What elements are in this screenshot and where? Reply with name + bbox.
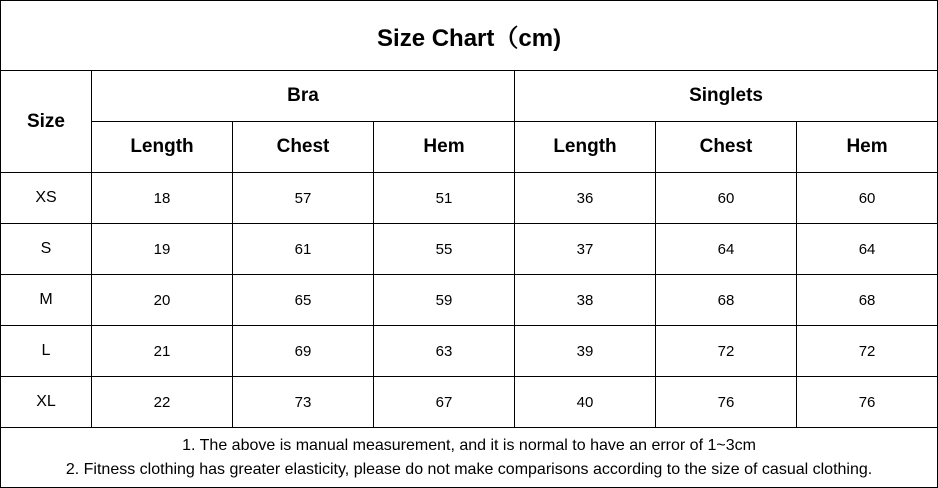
table-cell: 76 (797, 377, 938, 428)
table-cell: 19 (92, 224, 233, 275)
table-cell: 37 (515, 224, 656, 275)
table-cell: 68 (797, 275, 938, 326)
table-cell: 36 (515, 173, 656, 224)
chart-title: Size Chart（cm) (1, 1, 938, 71)
table-cell: 72 (797, 326, 938, 377)
table-cell: 55 (374, 224, 515, 275)
table-row (1, 275, 938, 326)
table-cell: 69 (233, 326, 374, 377)
table-cell: 39 (515, 326, 656, 377)
size-label: XS (1, 173, 92, 224)
column-header-singlets-length: Length (515, 122, 656, 173)
table-row (1, 377, 938, 428)
table-cell: 18 (92, 173, 233, 224)
size-label: XL (1, 377, 92, 428)
table-cell: 65 (233, 275, 374, 326)
notes-row (1, 428, 938, 488)
column-header-row (1, 122, 938, 173)
table-cell: 63 (374, 326, 515, 377)
table-cell: 64 (797, 224, 938, 275)
table-cell: 51 (374, 173, 515, 224)
table-cell: 57 (233, 173, 374, 224)
table-row (1, 173, 938, 224)
table-cell: 72 (656, 326, 797, 377)
table-cell: 59 (374, 275, 515, 326)
group-header-singlets: Singlets (515, 71, 938, 122)
title-row (1, 1, 938, 71)
column-header-bra-hem: Hem (374, 122, 515, 173)
table-cell: 38 (515, 275, 656, 326)
table-cell: 76 (656, 377, 797, 428)
table-row (1, 326, 938, 377)
column-header-singlets-chest: Chest (656, 122, 797, 173)
table-cell: 22 (92, 377, 233, 428)
size-label: S (1, 224, 92, 275)
table-cell: 21 (92, 326, 233, 377)
column-header-singlets-hem: Hem (797, 122, 938, 173)
group-header-row (1, 71, 938, 122)
table-cell: 60 (797, 173, 938, 224)
table-cell: 68 (656, 275, 797, 326)
table-cell: 40 (515, 377, 656, 428)
table-row (1, 224, 938, 275)
notes (1, 428, 938, 488)
group-header-bra: Bra (92, 71, 515, 122)
table-cell: 20 (92, 275, 233, 326)
table-cell: 61 (233, 224, 374, 275)
table-cell: 64 (656, 224, 797, 275)
size-column-header: Size (1, 71, 92, 173)
size-label: L (1, 326, 92, 377)
column-header-bra-chest: Chest (233, 122, 374, 173)
table-cell: 67 (374, 377, 515, 428)
size-label: M (1, 275, 92, 326)
table-cell: 73 (233, 377, 374, 428)
table-cell: 60 (656, 173, 797, 224)
note-measurement-error: 1. The above is manual measurement, and it is normal to have an error of 1~3cm (182, 436, 756, 454)
column-header-bra-length: Length (92, 122, 233, 173)
note-elasticity: 2. Fitness clothing has greater elasticity, please do not make comparisons according to the size of casual clothing. (65, 460, 873, 478)
